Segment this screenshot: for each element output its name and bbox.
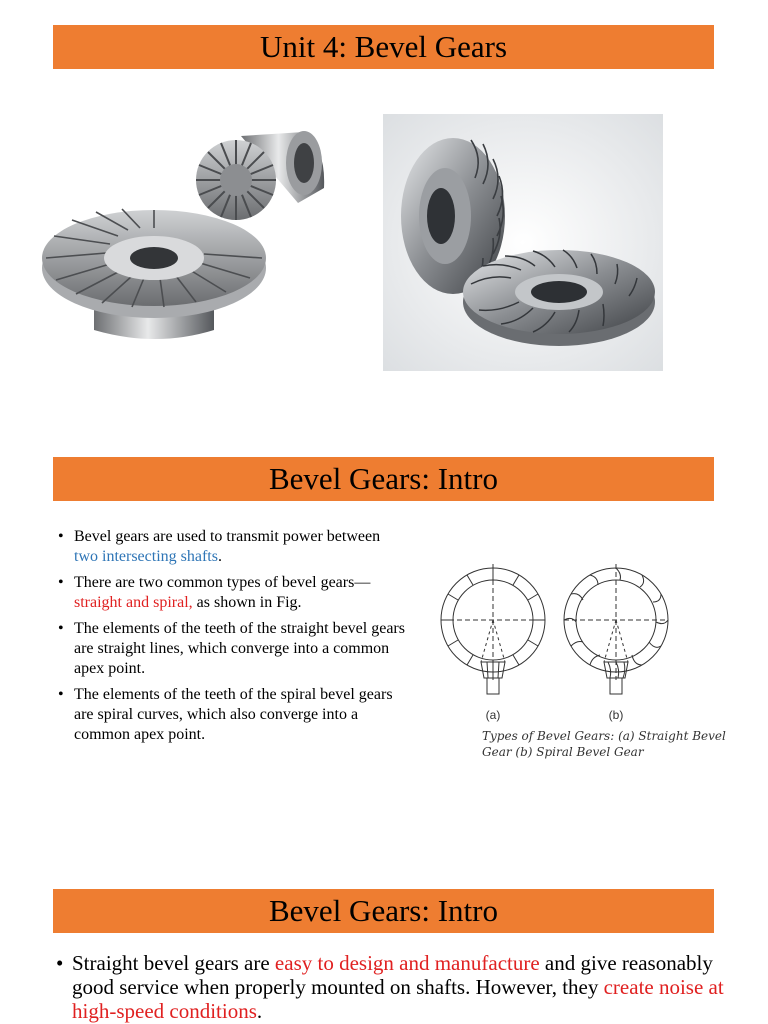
straight-bevel-gear-photo bbox=[36, 108, 336, 348]
figure-caption: Types of Bevel Gears: (a) Straight Bevel Gear (b) Spiral Bevel Gear bbox=[482, 729, 726, 759]
bullet-text: . bbox=[217, 548, 222, 565]
figure-label-b: (b) bbox=[608, 708, 624, 722]
slide-title-unit4: Unit 4: Bevel Gears bbox=[53, 25, 714, 69]
bullet-item bbox=[56, 573, 406, 613]
highlight-intersecting-shafts: two intersecting shafts bbox=[74, 548, 218, 565]
bullet-text: The elements of the teeth of the spiral bevel gears are spiral curves, which also converge into a common apex point. bbox=[74, 686, 393, 743]
highlight-straight-and-spiral: straight and spiral, bbox=[74, 594, 193, 611]
intro-bullet-list bbox=[56, 527, 406, 745]
spiral-bevel-gear-photo bbox=[383, 114, 663, 371]
figure-label-a: (a) bbox=[485, 708, 501, 722]
bullet-text: The elements of the teeth of the straight bevel gears are straight lines, which converge into a common apex point. bbox=[74, 620, 405, 677]
bullet-text: as shown in Fig. bbox=[192, 594, 302, 611]
bullet-text: Bevel gears are used to transmit power between bbox=[74, 528, 381, 545]
bullet-text: There are two common types of bevel gears— bbox=[74, 574, 371, 591]
slide-title-intro-1: Bevel Gears: Intro bbox=[53, 457, 714, 501]
bullet-item bbox=[54, 951, 724, 1023]
highlight-create-noise: create noise at high-speed conditions bbox=[72, 975, 724, 1023]
bullet-item bbox=[56, 619, 406, 679]
bullet-text: and give reasonably good service when properly mounted on shafts. However, they bbox=[72, 951, 713, 999]
slide-title-intro-2: Bevel Gears: Intro bbox=[53, 889, 714, 933]
bullet-text: Straight bevel gears are bbox=[72, 951, 275, 975]
bullet-item bbox=[56, 685, 406, 745]
straight-bevel-bullet-list bbox=[54, 951, 724, 1023]
bullet-item bbox=[56, 527, 406, 567]
bevel-gear-types-diagram bbox=[436, 560, 686, 730]
highlight-easy-to-design: easy to design and manufacture bbox=[274, 951, 540, 975]
bullet-text: . bbox=[256, 999, 263, 1023]
